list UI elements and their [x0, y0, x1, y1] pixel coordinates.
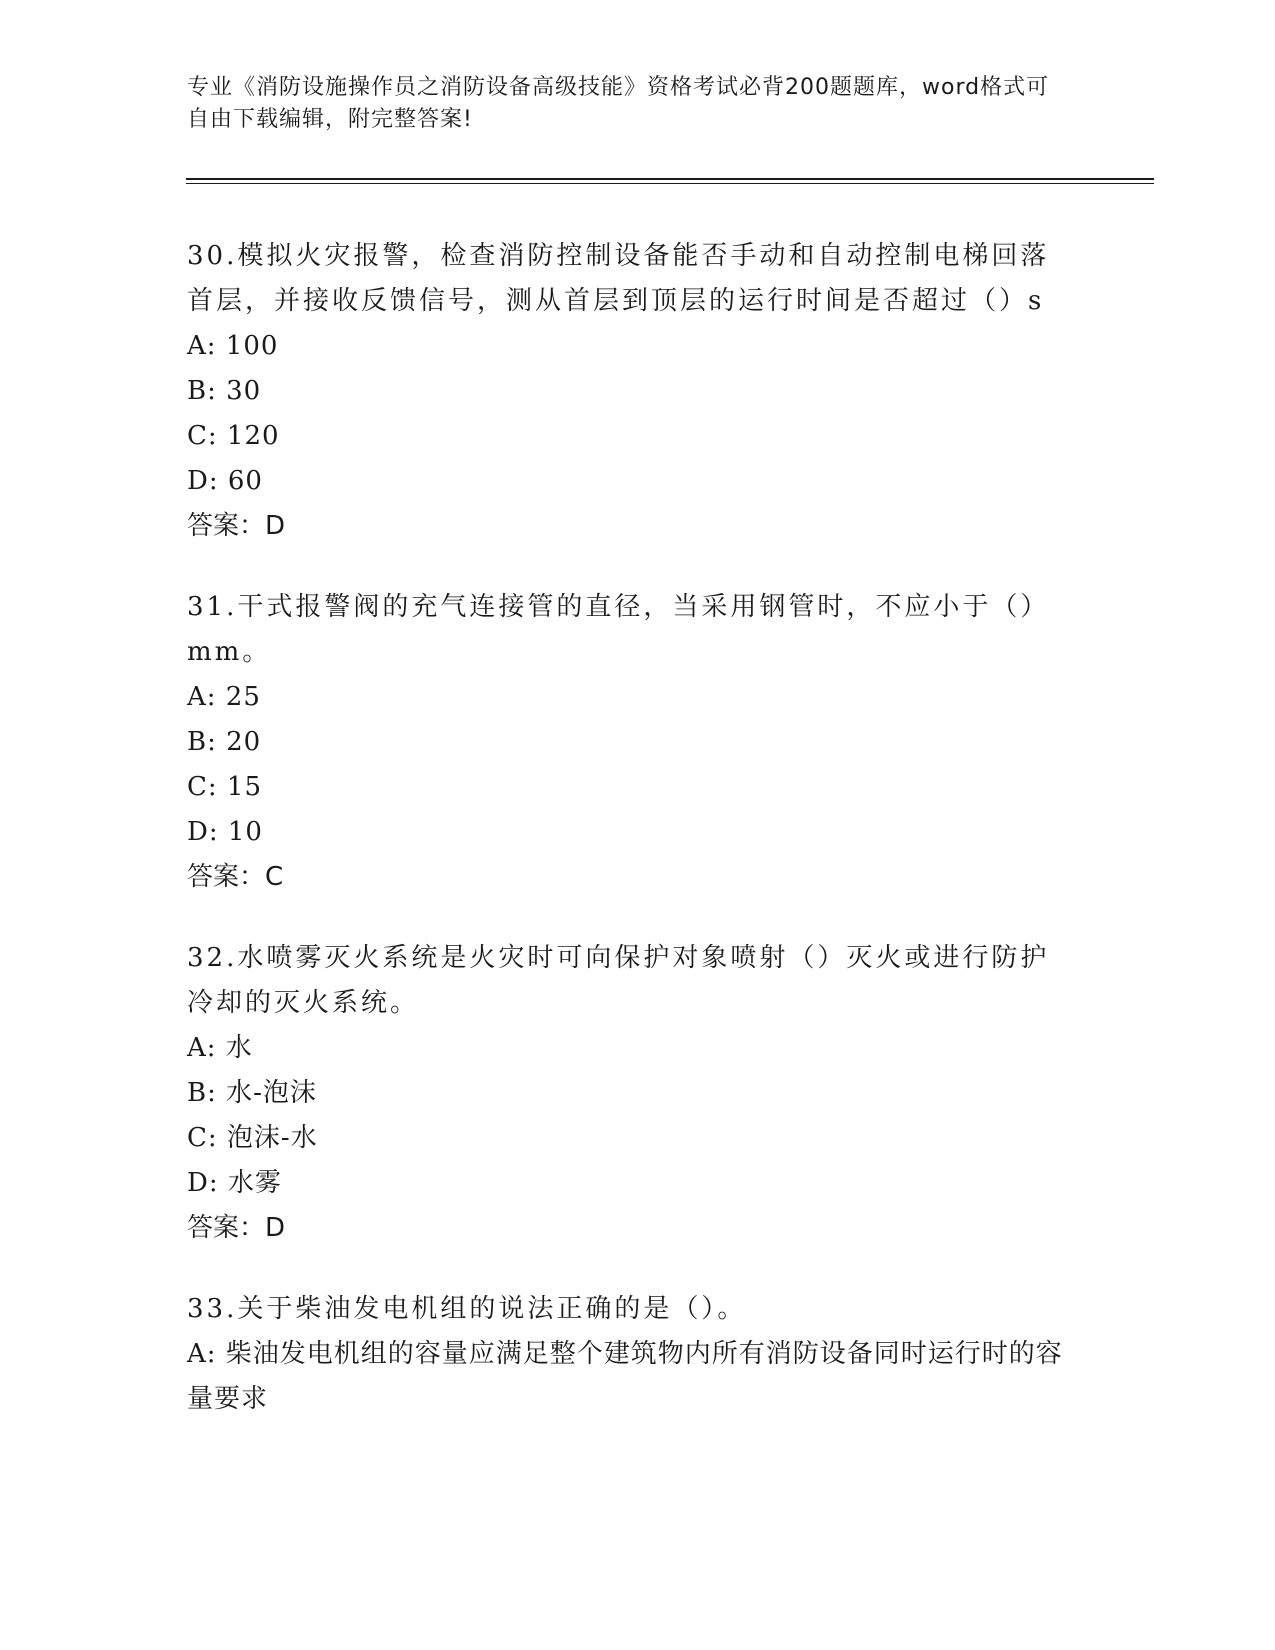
question-stem: 32.水喷雾灭火系统是火灾时可向保护对象喷射（）灭火或进行防护冷却的灭火系统。 — [187, 943, 1050, 1018]
option-a: A: 水 — [187, 1033, 253, 1063]
answer: 答案：C — [187, 862, 284, 892]
option-a: A: 25 — [187, 682, 261, 712]
answer: 答案：D — [187, 511, 286, 541]
question-30 — [187, 234, 1077, 549]
question-stem: 33.关于柴油发电机组的说法正确的是（）。 — [187, 1294, 747, 1324]
option-b: B: 水-泡沫 — [187, 1078, 317, 1108]
question-32 — [187, 936, 1077, 1251]
option-b: B: 20 — [187, 727, 262, 757]
option-b: B: 30 — [187, 376, 262, 406]
question-31 — [187, 585, 1077, 900]
question-stem: 30.模拟火灾报警，检查消防控制设备能否手动和自动控制电梯回落首层，并接收反馈信号，测从首层到顶层的运行时间是否超过（）s — [187, 241, 1050, 316]
answer: 答案：D — [187, 1213, 286, 1243]
question-33 — [187, 1287, 1077, 1422]
option-a: A: 100 — [187, 331, 279, 361]
option-d: D: 10 — [187, 817, 263, 847]
option-c: C: 泡沫-水 — [187, 1123, 318, 1153]
option-a: A: 柴油发电机组的容量应满足整个建筑物内所有消防设备同时运行时的容量要求 — [187, 1339, 1063, 1414]
question-stem: 31.干式报警阀的充气连接管的直径，当采用钢管时，不应小于（）mm。 — [187, 592, 1050, 667]
header-divider-thin — [186, 183, 1154, 184]
question-list — [187, 234, 1077, 1458]
header-divider-thick — [186, 178, 1154, 180]
document-header: 专业《消防设施操作员之消防设备高级技能》资格考试必背200题题库，word格式可自由下载编辑，附完整答案! — [187, 75, 1050, 132]
option-c: C: 15 — [187, 772, 263, 802]
option-c: C: 120 — [187, 421, 280, 451]
option-d: D: 水雾 — [187, 1168, 282, 1198]
option-d: D: 60 — [187, 466, 263, 496]
